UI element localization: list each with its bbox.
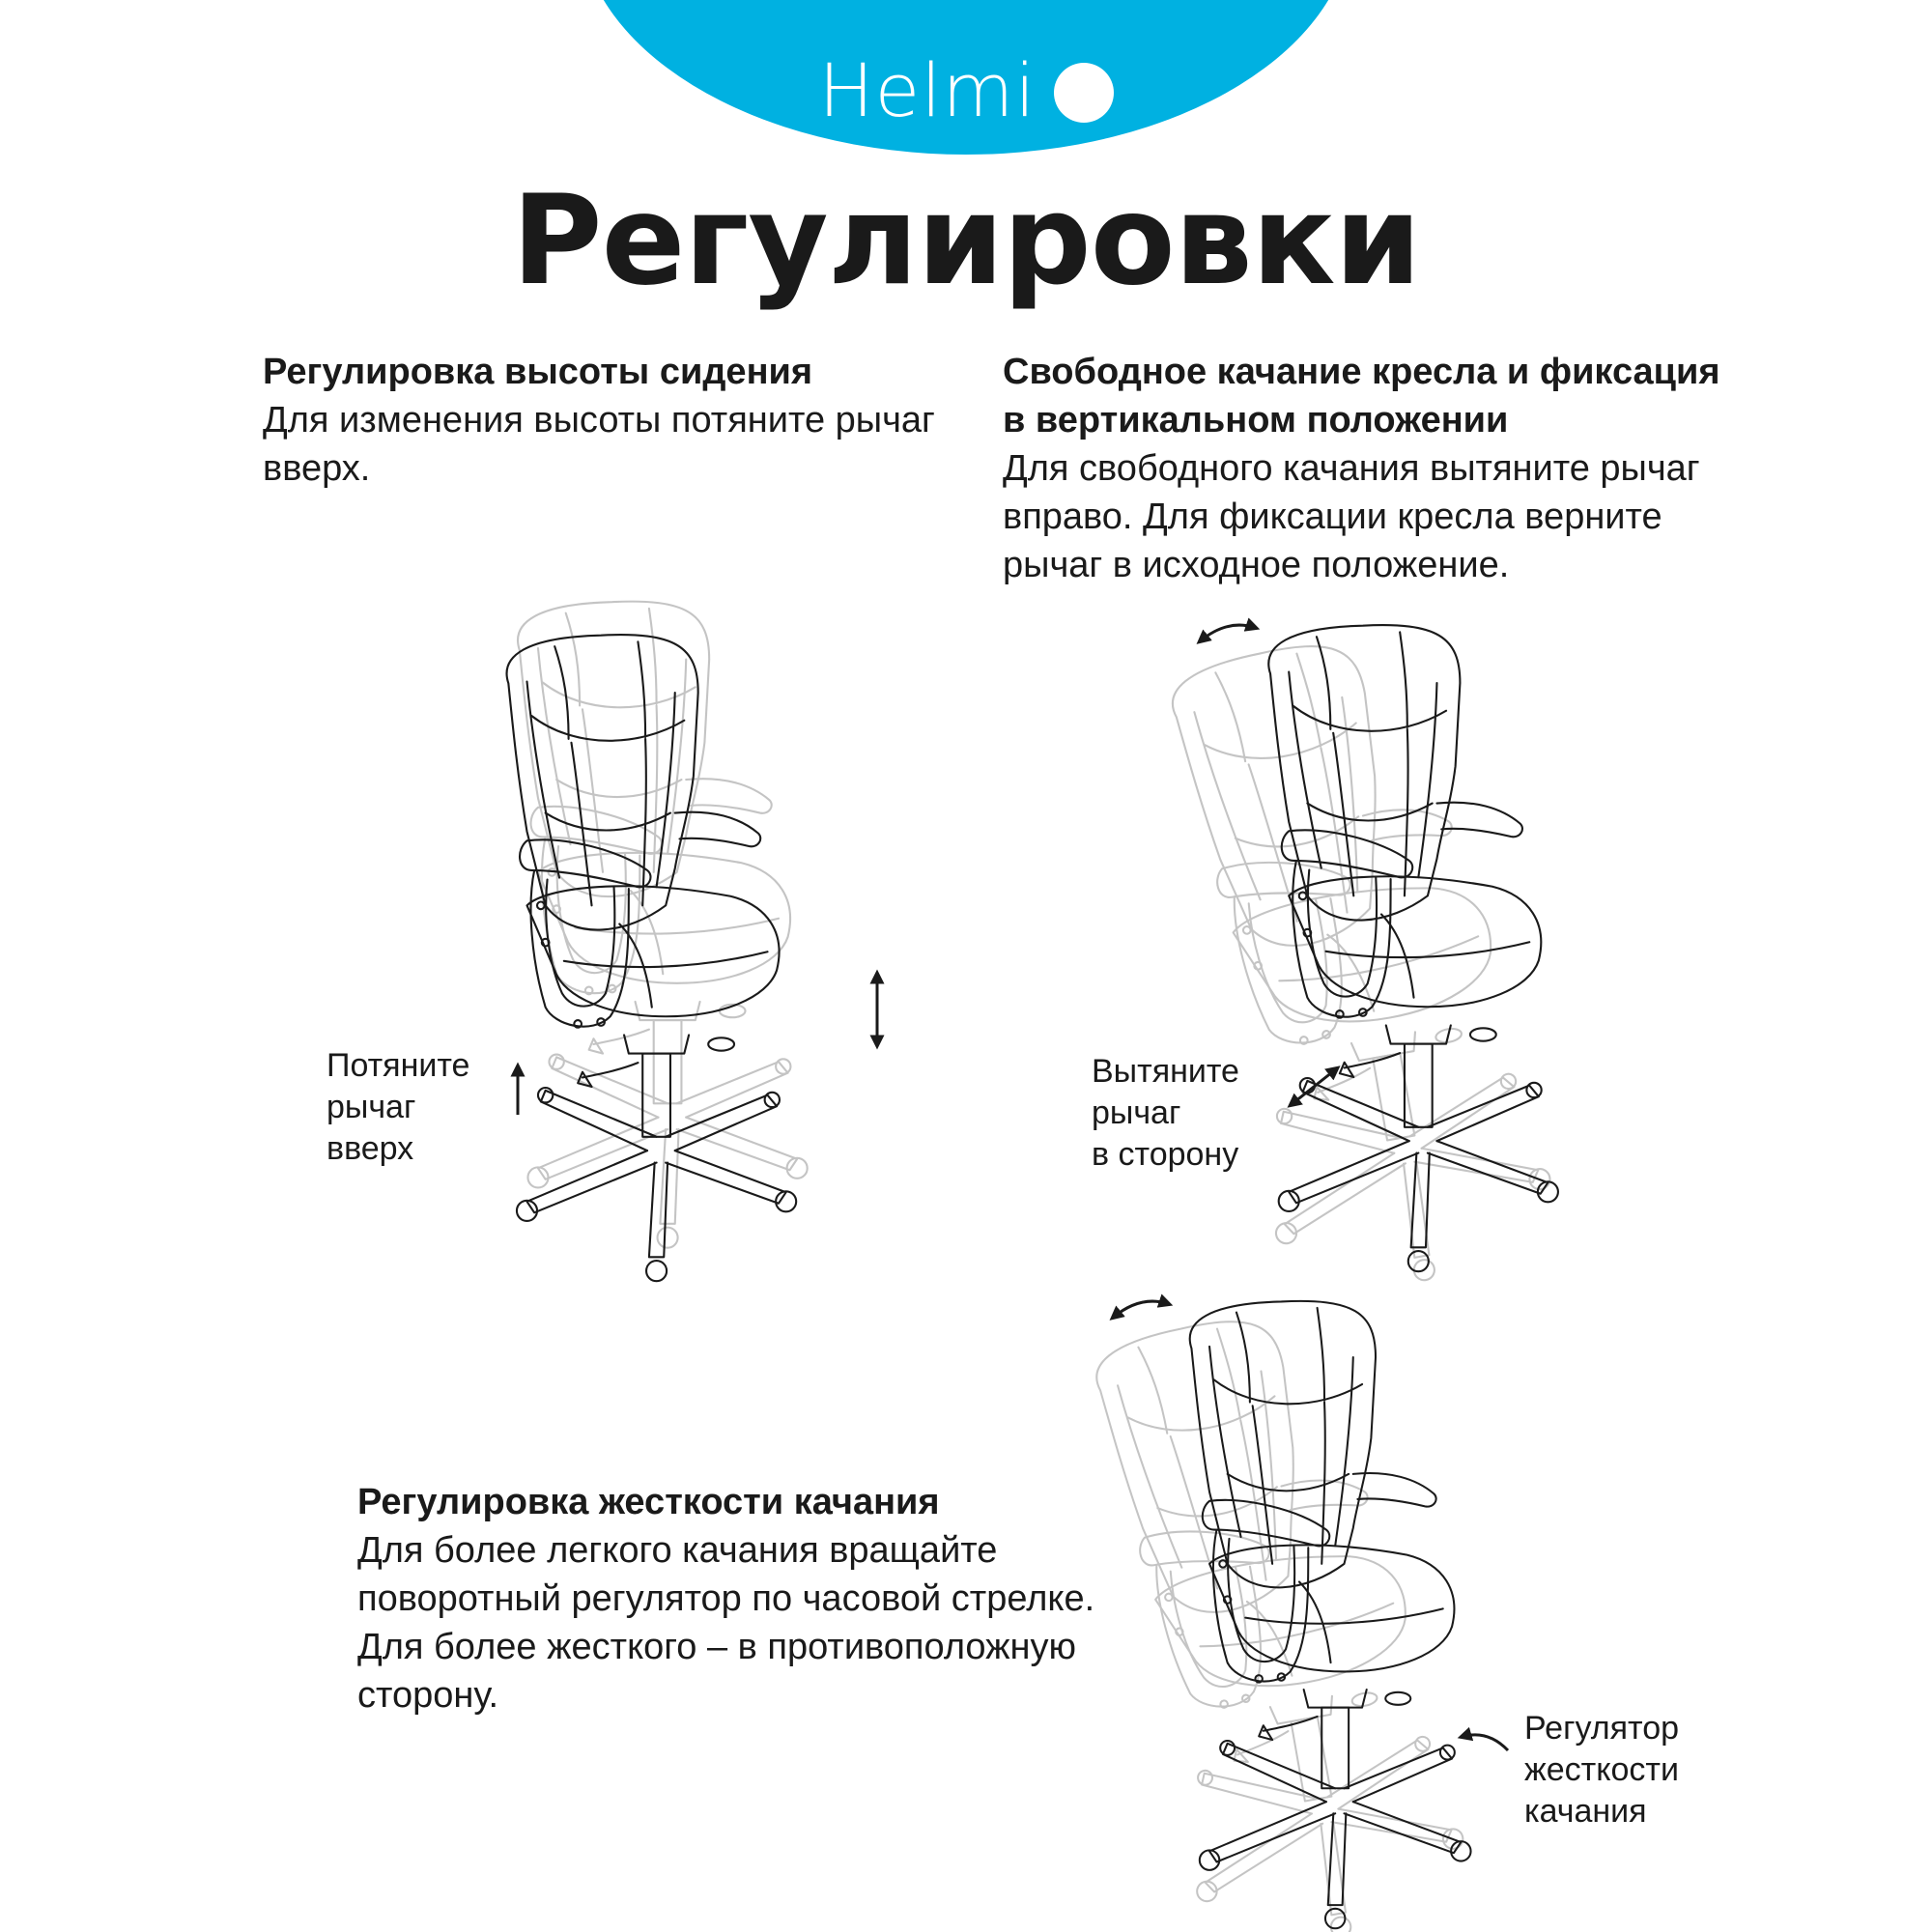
caption-line: Регулятор [1524,1710,1680,1747]
chair-tension-illustration [1072,1294,1526,1932]
section-text-line: рычаг в исходное положение. [1003,545,1510,585]
section-text-line: вверх. [263,448,371,489]
caption-lever-up [327,1045,469,1170]
section-text-line: Для более жесткого – в противоположную [357,1627,1077,1667]
caption-lever-side [1092,1051,1239,1176]
section-text-line: сторону. [357,1675,499,1716]
curved-arrow-icon [1454,1725,1512,1754]
caption-line: вверх [327,1130,414,1167]
section-tilt-lock [1003,348,1737,589]
section-seat-height [263,348,958,493]
section-tilt-tension [357,1478,1130,1719]
caption-line: Потяните [327,1047,470,1084]
caption-line: рычаг [327,1089,416,1125]
curved-double-arrow-icon [1194,618,1262,647]
up-arrow-icon [508,1061,527,1119]
curved-double-arrow-icon [1107,1294,1175,1323]
caption-line: Вытяните [1092,1053,1239,1090]
caption-line: в сторону [1092,1136,1239,1173]
section-heading: Регулировка жесткости качания [357,1482,940,1522]
brand-name: Helmi [818,46,1037,133]
section-text-line: Для изменения высоты потяните рычаг [263,400,935,440]
caption-line: рычаг [1092,1094,1181,1131]
section-heading: Регулировка высоты сидения [263,352,813,392]
double-arrow-icon [867,966,887,1053]
chair-height-illustration [454,628,840,1285]
double-arrow-icon [1285,1063,1343,1111]
brand-dot-icon [1054,63,1114,123]
caption-line: жесткости [1524,1751,1679,1788]
section-text-line: вправо. Для фиксации кресла верните [1003,497,1662,537]
brand-logo [0,37,1932,143]
section-heading: Свободное качание кресла и фиксация [1003,352,1720,392]
section-text-line: Для более легкого качания вращайте [357,1530,998,1571]
caption-line: качания [1524,1793,1647,1830]
section-text-line: поворотный регулятор по часовой стрелке. [357,1578,1095,1619]
caption-tension-knob [1524,1708,1679,1833]
chair-tilt-illustration [1159,618,1604,1275]
section-text-line: Для свободного качания вытяните рычаг [1003,448,1700,489]
section-heading: в вертикальном положении [1003,400,1509,440]
page-title: Регулировки [511,169,1421,313]
